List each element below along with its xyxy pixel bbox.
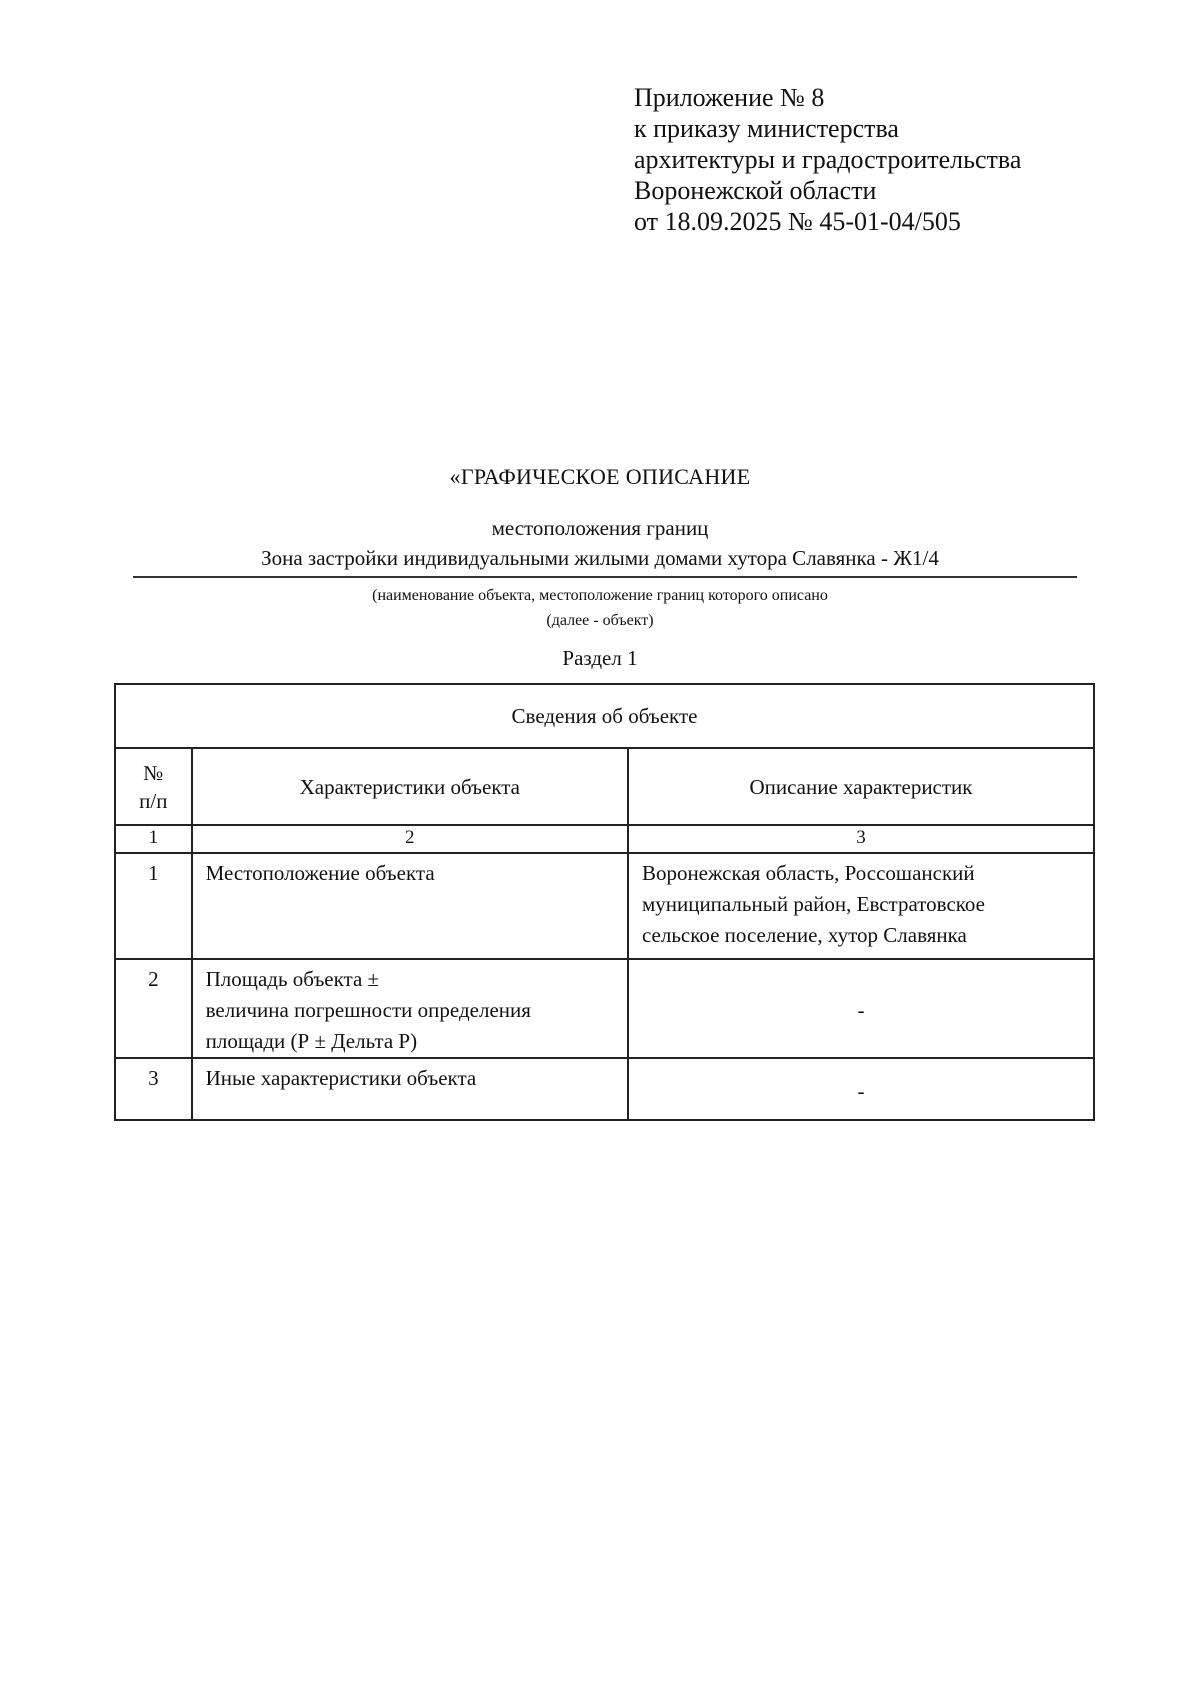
row-number: 1 xyxy=(115,853,192,959)
header-text: п/п xyxy=(139,788,168,813)
appendix-line: Приложение № 8 xyxy=(634,83,825,112)
row-description: - xyxy=(628,959,1094,1058)
table-row xyxy=(115,959,1094,1058)
column-header-characteristics: Характеристики объекта xyxy=(192,748,628,825)
cell-line: Воронежская область, Россошанский xyxy=(641,861,975,885)
column-number: 1 xyxy=(115,825,192,853)
row-characteristic xyxy=(192,959,628,1058)
subtitle-line: местоположения границ xyxy=(491,516,709,540)
appendix-line: Воронежской области xyxy=(634,176,877,205)
cell-line: Площадь объекта ± xyxy=(205,967,380,991)
row-description xyxy=(628,853,1094,959)
object-name: Зона застройки индивидуальными жилыми домами хутора Славянка - Ж1/4 xyxy=(261,546,939,570)
cell-line: площади (Р ± Дельта Р) xyxy=(205,1029,418,1053)
row-number: 2 xyxy=(115,959,192,1058)
cell-line: сельское поселение, хутор Славянка xyxy=(641,923,967,947)
cell-line: Местоположение объекта xyxy=(205,861,435,885)
document-title: «ГРАФИЧЕСКОЕ ОПИСАНИЕ xyxy=(449,464,751,489)
cell-line: муниципальный район, Евстратовское xyxy=(641,892,985,916)
column-header-row xyxy=(115,748,1094,825)
underline-rule xyxy=(133,576,1077,578)
table-row xyxy=(115,1058,1094,1120)
appendix-line: от 18.09.2025 № 45-01-04/505 xyxy=(634,207,961,236)
column-number-row xyxy=(115,825,1094,853)
row-characteristic xyxy=(192,853,628,959)
appendix-block xyxy=(634,82,1021,237)
object-name-caption xyxy=(0,583,1200,633)
object-name-block xyxy=(0,513,1200,573)
column-header-description: Описание характеристик xyxy=(628,748,1094,825)
row-description: - xyxy=(628,1058,1094,1120)
caption-line: (наименование объекта, местоположение границ которого описано xyxy=(372,587,828,604)
table-heading-row xyxy=(115,684,1094,748)
column-number: 2 xyxy=(192,825,628,853)
table-heading: Сведения об объекте xyxy=(115,684,1094,748)
cell-line: Иные характеристики объекта xyxy=(205,1066,477,1090)
column-header-number xyxy=(115,748,192,825)
cell-line: величина погрешности определения xyxy=(205,998,531,1022)
object-info-table xyxy=(114,683,1095,1121)
caption-line: (далее - объект) xyxy=(546,612,654,629)
row-number: 3 xyxy=(115,1058,192,1120)
row-characteristic xyxy=(192,1058,628,1120)
section-heading: Раздел 1 xyxy=(562,646,638,670)
appendix-line: к приказу министерства xyxy=(634,114,899,143)
table-row xyxy=(115,853,1094,959)
header-text: № xyxy=(143,760,164,785)
appendix-line: архитектуры и градостроительства xyxy=(634,145,1022,174)
column-number: 3 xyxy=(628,825,1094,853)
